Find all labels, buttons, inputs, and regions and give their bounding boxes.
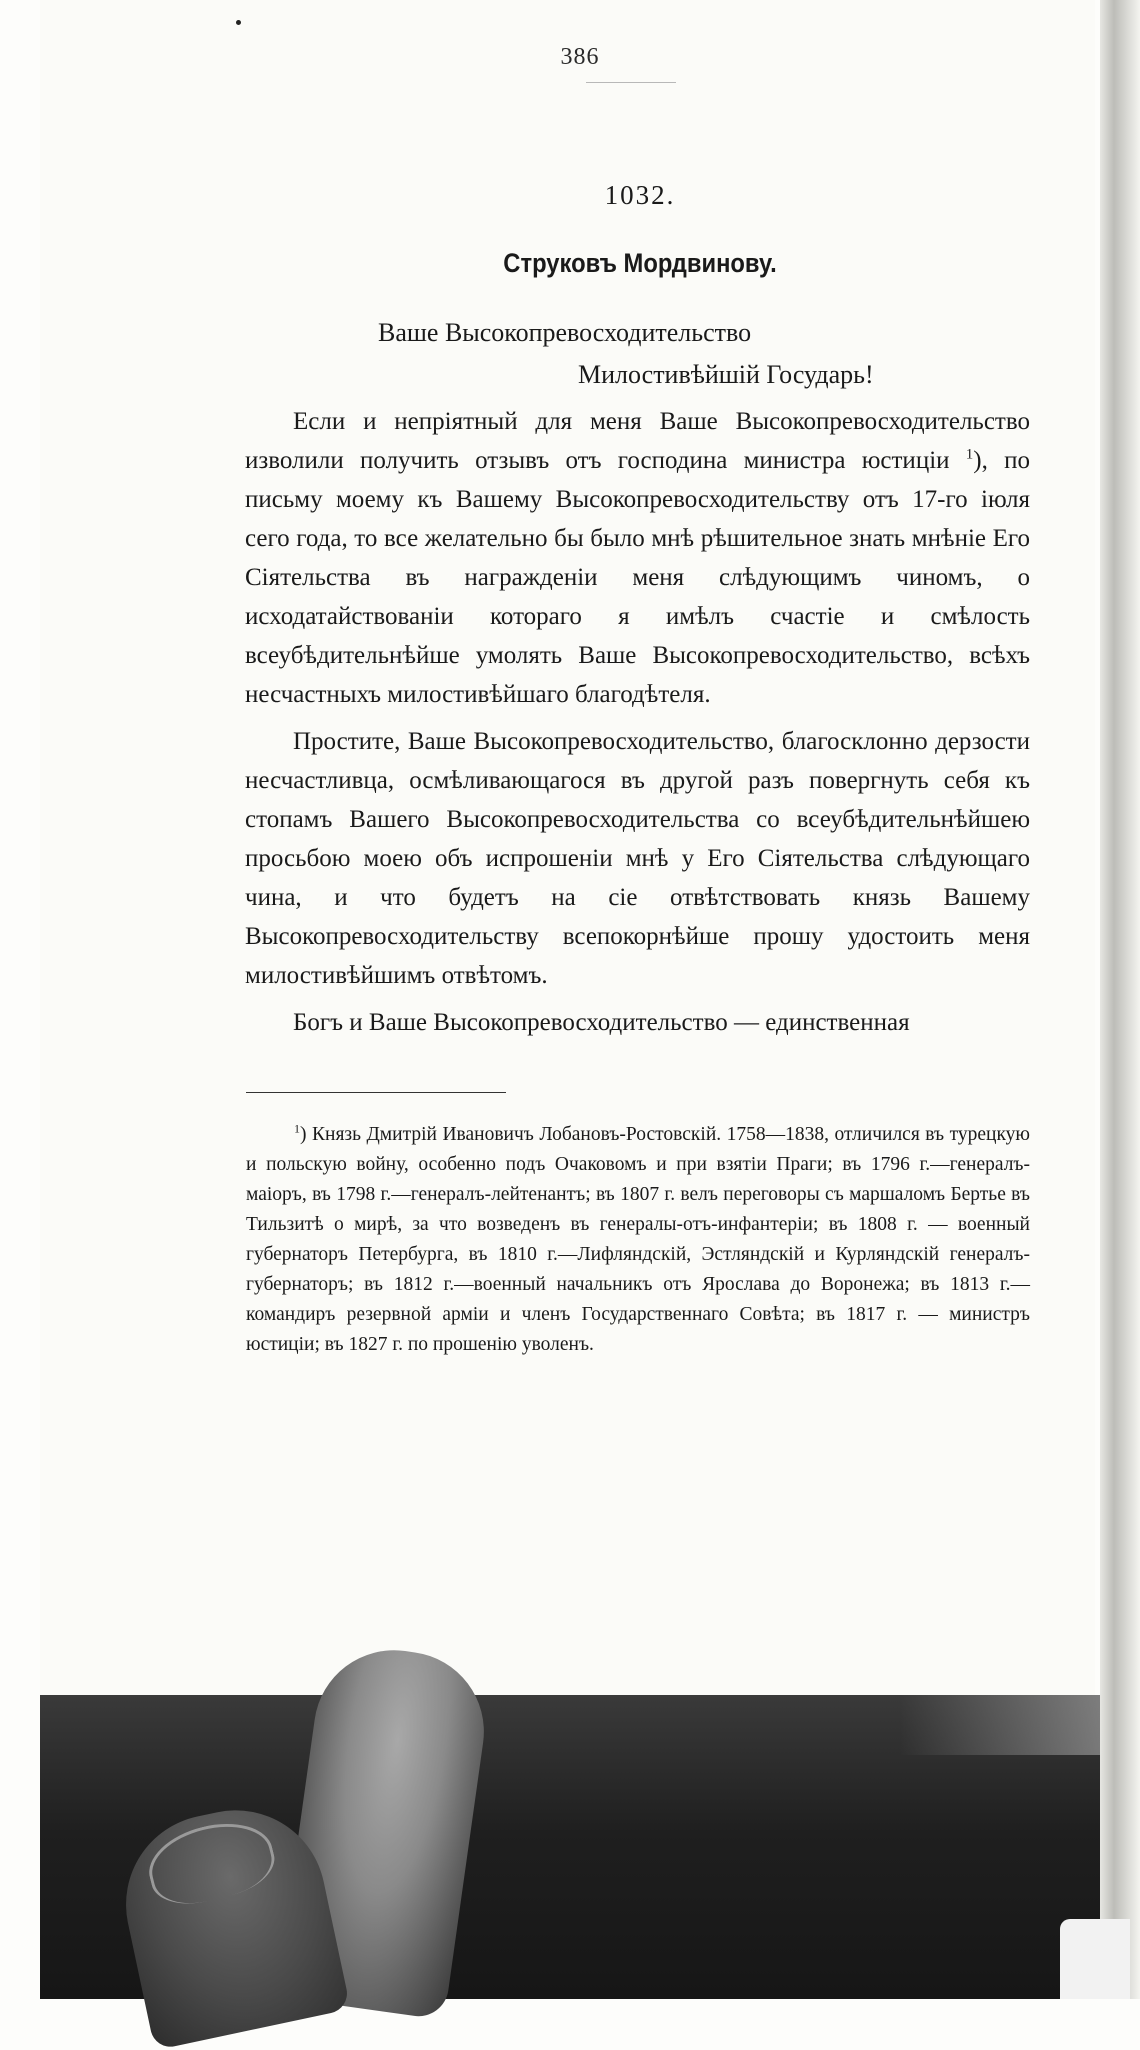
document-number: 1032. [604,180,676,210]
corner-highlight [1060,1919,1130,1999]
ink-speck [236,20,241,25]
page-number: 386 [560,44,600,70]
salutation-line-2: Милостивѣйшій Государь! [578,360,874,389]
light-reflection [900,1695,1100,1755]
footnote [246,1120,1030,1360]
footnote-reference: 1 [965,446,974,463]
footnote-marker: 1 [294,1121,300,1136]
paragraph-2: Простите, Ваше Высокопревосходительство, благосклонно дерзости несчастливца, осмѣливающагося въ другой разъ повергнуть себя къ стопамъ Вашего Высокопревосходительства со всеубѣдительнѣйшею просьбою моею объ испрошеніи мнѣ у Его Сіятельства слѣдующаго чина, и что будетъ на сіе отвѣтствовать князь Вашему Высокопревосходительству всепокорнѣйше прошу удостоить меня милостивѣйшимъ отвѣтомъ. [245,728,1030,989]
letter-heading: Струковъ Мордвинову. [503,248,777,278]
footnote-text: ) Князь Дмитрій Ивановичъ Лобановъ-Ростовскій. 1758—1838, отличился въ турецкую и польскую войну, особенно подъ Очаковомъ и при взятіи Праги; въ 1796 г.—генералъ-маіоръ, въ 1798 г.—генералъ-лейтенантъ; въ 1807 г. велъ переговоры съ маршаломъ Бертье въ Тильзитѣ о мирѣ, за что возведенъ въ генералы-отъ-инфантеріи; въ 1808 г. — военный губернаторъ Петербурга, въ 1810 г.—Лифляндскій, Эстляндскій и Курляндскій генералъ-губернаторъ; въ 1812 г.—военный начальникъ отъ Ярослава до Воронежа; въ 1813 г.—командиръ резервной арміи и членъ Государственнаго Совѣта; въ 1817 г. — министръ юстиціи; въ 1827 г. по прошенію уволенъ. [246,1124,1030,1355]
page-edge-shadow [1100,0,1140,1999]
page-number-rule [586,82,676,83]
paragraph-1 [245,402,1030,714]
paragraph-1-continuation: ), по письму моему къ Вашему Высокопревосходительству отъ 17-го іюля сего года, то все желательно бы было мнѣ рѣшительное знать мнѣніе Его Сіятельства въ награжденіи меня слѣдующимъ чиномъ, о исходатайствованіи котораго я имѣлъ счастіе и смѣлость всеубѣдительнѣйше умолять Ваше Высокопревосходительство, всѣхъ несчастныхъ милостивѣйшаго благодѣтеля. [245,447,1030,708]
footnote-separator [246,1092,506,1093]
letter-body [245,402,1030,1050]
paragraph-1-text: Если и непріятный для меня Ваше Высокопревосходительство изволили получить отзывъ отъ господина министра юстиціи [245,408,1030,474]
salutation-line-1: Ваше Высокопревосходительство [378,318,752,347]
paragraph-3: Богъ и Ваше Высокопревосходительство — единственная [293,1009,910,1036]
